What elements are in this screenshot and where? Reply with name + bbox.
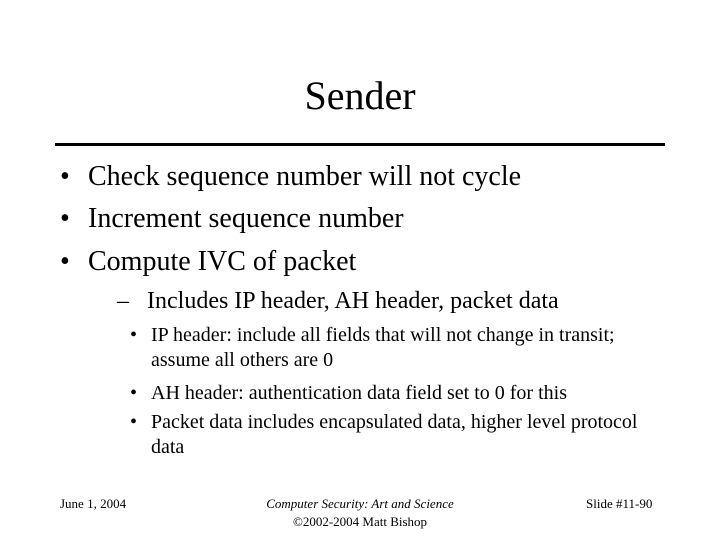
sub-bullet-includes: [117, 286, 559, 316]
sub-sub-bullet-text: Packet data includes encapsulated data, higher level protocol data: [151, 411, 638, 458]
slide-title: Sender: [304, 73, 416, 118]
bullet-marker: •: [130, 411, 138, 433]
dash-marker: –: [117, 288, 129, 314]
sub-sub-bullet-ah-header: [130, 381, 670, 406]
sub-sub-bullet-ip-header: [130, 323, 670, 373]
bullet-text: Check sequence number will not cycle: [88, 161, 522, 192]
footer-slide-number: Slide #11-90: [586, 496, 653, 511]
sub-bullet-text: Includes IP header, AH header, packet data: [147, 288, 559, 314]
bullet-marker: •: [60, 246, 70, 277]
bullet-marker: •: [130, 324, 138, 346]
bullet-text: Increment sequence number: [88, 203, 404, 234]
title-divider: [55, 143, 665, 146]
sub-sub-bullet-text: AH header: authentication data field set to 0 for this: [151, 382, 567, 404]
footer-copyright: ©2002-2004 Matt Bishop: [292, 514, 428, 529]
bullet-marker: •: [60, 161, 70, 192]
footer-date: June 1, 2004: [60, 496, 127, 511]
bullet-compute-ivc: [60, 245, 356, 279]
bullet-marker: •: [130, 382, 138, 404]
sub-sub-bullet-packet-data: [130, 410, 670, 460]
bullet-increment-sequence: [60, 202, 404, 236]
sub-sub-bullet-text: IP header: include all fields that will not change in transit; assume all others are 0: [151, 324, 615, 371]
bullet-text: Compute IVC of packet: [88, 246, 357, 277]
bullet-check-sequence: [60, 160, 521, 194]
footer-course: [200, 495, 520, 531]
bullet-marker: •: [60, 203, 70, 234]
footer-course-title: Computer Security: Art and Science: [266, 496, 454, 511]
